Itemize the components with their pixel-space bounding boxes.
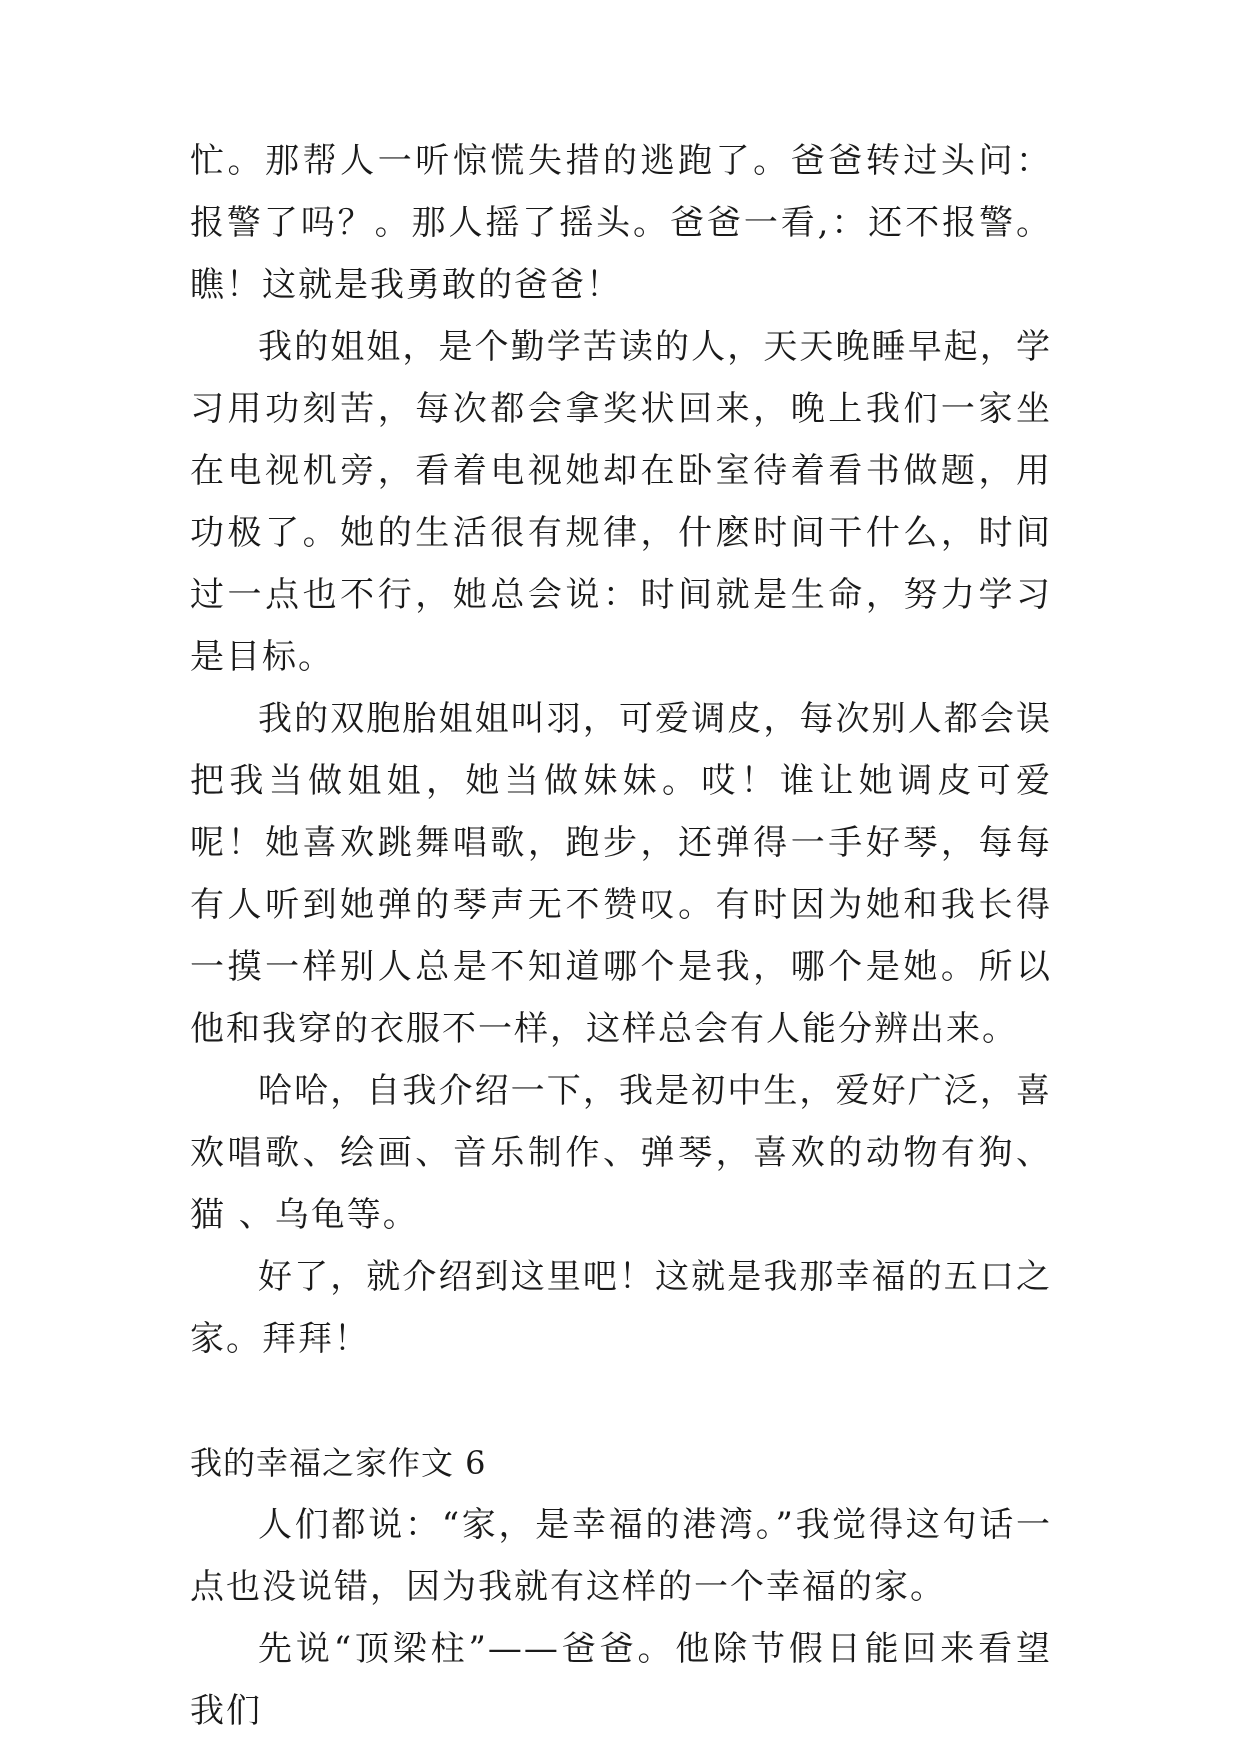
paragraph-self-intro: 哈哈，自我介绍一下，我是初中生，爱好广泛，喜欢唱歌、绘画、音乐制作、弹琴，喜欢的动物有狗、猫 、乌龟等。 <box>190 1071 1052 1235</box>
paragraph-continuation: 忙。那帮人一听惊慌失措的逃跑了。爸爸转过头问：报警了吗？。那人摇了摇头。爸爸一看,：还不报警。瞧！这就是我勇敢的爸爸！ <box>190 141 1052 305</box>
paragraph-sister: 我的姐姐，是个勤学苦读的人，天天晚睡早起，学习用功刻苦，每次都会拿奖状回来，晚上我们一家坐在电视机旁，看着电视她却在卧室待着看书做题，用功极了。她的生活很有规律，什麽时间干什么，时间过一点也不行，她总会说：时间就是生命，努力学习是目标。 <box>190 327 1052 677</box>
paragraph-father-6: 先说“顶梁柱”——爸爸。他除节假日能回来看望我们 <box>190 1629 1052 1731</box>
paragraph-gap <box>190 1370 1052 1432</box>
paragraph-closing: 好了，就介绍到这里吧！这就是我那幸福的五口之家。拜拜！ <box>190 1257 1052 1359</box>
paragraph-twin-sister: 我的双胞胎姐姐叫羽，可爱调皮，每次别人都会误把我当做姐姐，她当做妹妹。哎！谁让她调皮可爱呢！她喜欢跳舞唱歌，跑步，还弹得一手好琴，每每有人听到她弹的琴声无不赞叹。有时因为她和我长得一摸一样别人总是不知道哪个是我，哪个是她。所以他和我穿的衣服不一样，这样总会有人能分辨出来。 <box>190 699 1052 1049</box>
paragraph-intro-6: 人们都说：“家，是幸福的港湾。”我觉得这句话一点也没说错，因为我就有这样的一个幸福的家。 <box>190 1505 1052 1607</box>
document-body <box>190 130 1052 1742</box>
section-title: 我的幸福之家作文 6 <box>190 1444 487 1482</box>
